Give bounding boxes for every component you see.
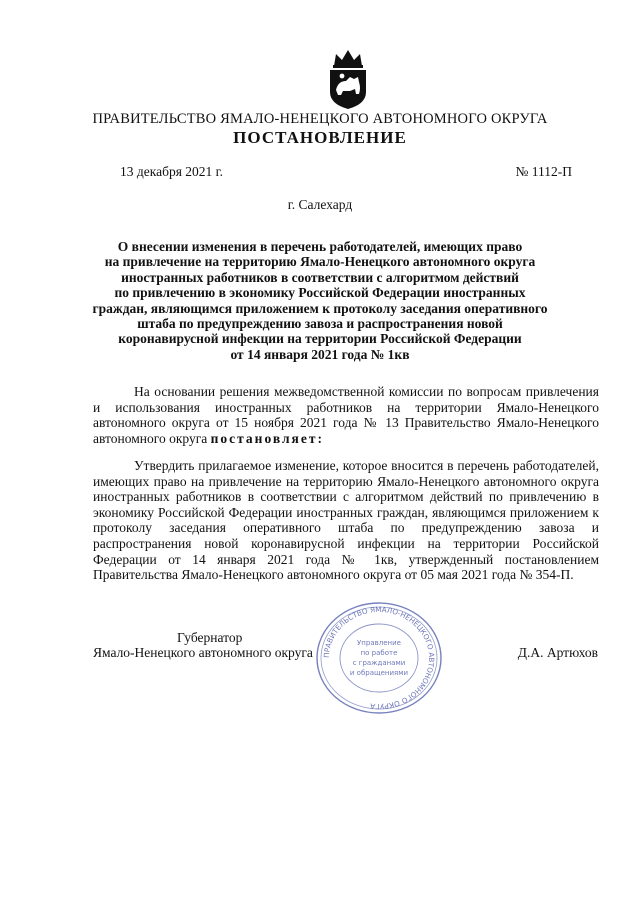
title-line: граждан, являющимся приложением к протоколу заседания оперативного [92,300,548,316]
document-date: 13 декабря 2021 г. [120,164,224,179]
document-city: г. Салехард [287,197,353,212]
title-line: по привлечению в экономику Российской Федерации иностранных [114,285,526,301]
document-type: ПОСТАНОВЛЕНИЕ [233,128,407,147]
document-number: № 1112-П [515,164,572,179]
official-seal-icon [315,601,443,715]
stamp-line: и обращениями [349,669,409,677]
title-line: штаба по предупреждению завоза и распространения новой [137,316,503,332]
stamp-line: с гражданами [352,659,406,667]
paragraph-1-text: На основании решения межведомственной комиссии по вопросам привлечения и использования иностранных работников на территории Ямало-Ненецкого автономного округа от 15 ноября 2021 года № 13 Правительство Ямало-Ненецкого автономного округа [93,384,599,446]
signatory-title: Губернатор [177,630,243,645]
coat-of-arms-icon [326,48,370,110]
stamp-line: Управление [357,639,401,647]
title-line: иностранных работников в соответствии с алгоритмом действий [121,269,519,285]
signatory-organization: Ямало-Ненецкого автономного округа [93,645,313,660]
stamp-outer-text: ПРАВИТЕЛЬСТВО ЯМАЛО-НЕНЕЦКОГО АВТОНОМНОГО ОКРУГА [321,604,437,712]
resolution-keyword: постановляет: [210,430,324,446]
stamp-line: по работе [360,649,398,657]
title-line: на привлечение на территорию Ямало-Ненецкого автономного округа [104,254,536,270]
title-line: от 14 января 2021 года № 1кв [230,346,410,362]
organization-name: ПРАВИТЕЛЬСТВО ЯМАЛО-НЕНЕЦКОГО АВТОНОМНОГО ОКРУГА [92,111,548,127]
body-paragraph-1 [93,384,599,446]
document-title [0,239,640,362]
body-paragraph-2: Утвердить прилагаемое изменение, которое вносится в перечень работодателей, имеющих право на привлечение на территорию Ямало-Ненецкого автономного округа иностранных работников в соответствии с алгоритмом действий по привлечению в экономику Российской Федерации иностранных граждан, являющимся приложением к протоколу заседания оперативного штаба по предупреждению завоза и распространения новой коронавирусной инфекции на территории Российской Федерации от 14 января 2021 года № 1кв, утвержденный постановлением Правительства Ямало-Ненецкого автономного округа от 05 мая 2021 года № 354-П. [93,458,599,583]
signatory-name: Д.А. Артюхов [517,645,598,660]
title-line: О внесении изменения в перечень работодателей, имеющих право [117,239,523,254]
title-line: коронавирусной инфекции на территории Российской Федерации [118,331,522,347]
